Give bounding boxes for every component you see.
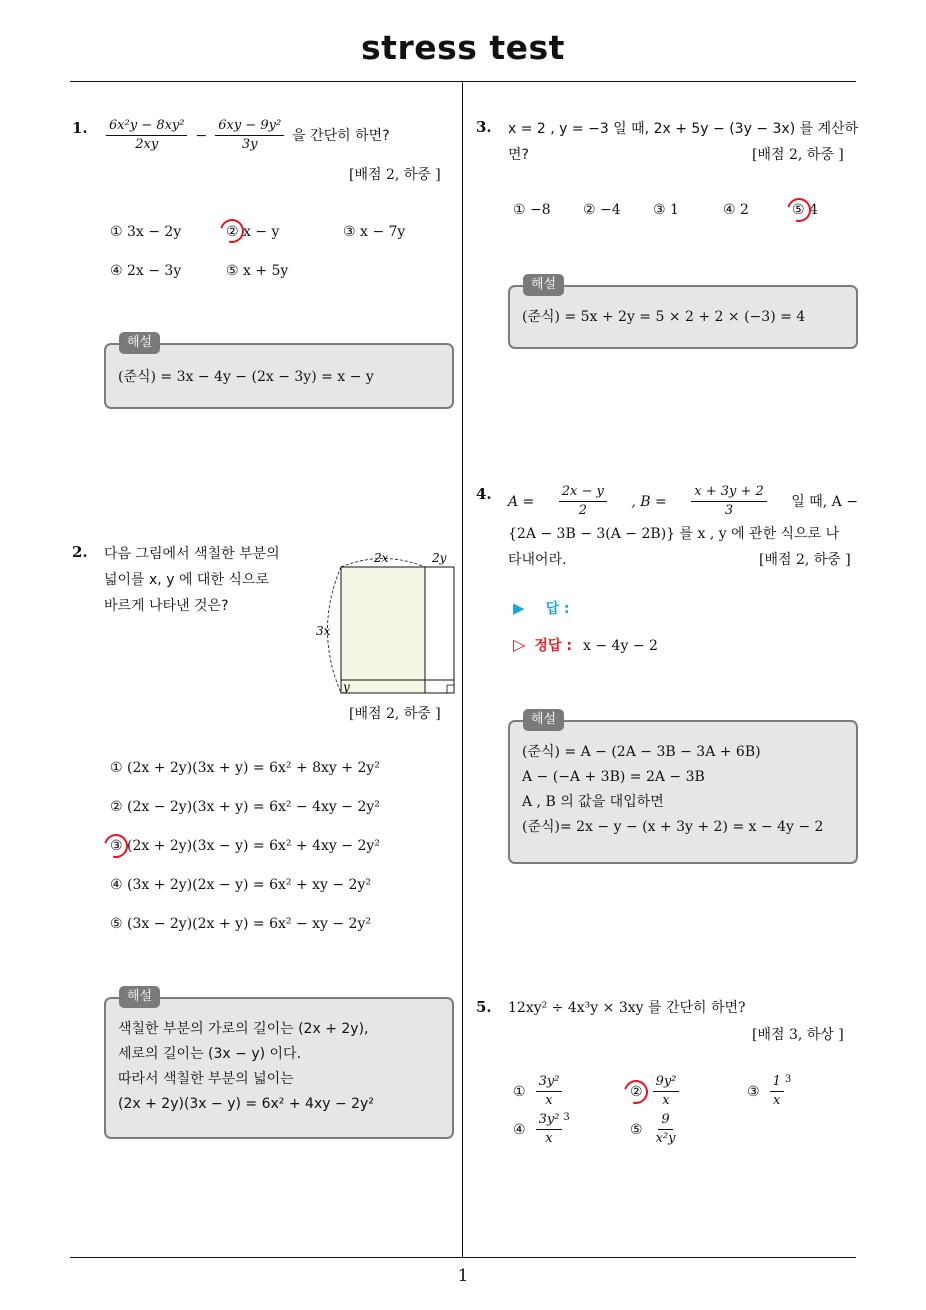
choice-1[interactable]: ① (2x + 2y)(3x + y) = 6x² + 8xy + 2y² [110,760,380,776]
choice-4[interactable]: ④ $\frac{\text{3y²}}{x}$ 3 [513,1112,570,1146]
fraction: $\frac{\text{6xy − 9y²}}{3y}$ [215,118,284,153]
solution-tag: 해설 [523,709,564,731]
column-divider [462,82,463,1258]
correct-answer-label: 정답 : [534,638,572,654]
solution-tag: 해설 [523,274,564,296]
fraction: $\frac{\text{6x²y − 8xy²}}{2xy}$ [106,118,187,153]
question-stem-line3: 타내어라. [508,552,567,568]
score-label: [배점 2, 하중 ] [349,706,441,722]
question-stem: x = 2 , y = −3 일 때, 2x + 5y − (3y − 3x) 를 계산하 면? [508,121,859,163]
question-stem: 12xy² ÷ 4x³y × 3xy 를 간단히 하면? [508,1000,746,1016]
label-inner: y [343,680,350,694]
choice-4[interactable]: ④ (3x + 2y)(2x − y) = 6x² + xy − 2y² [110,877,371,893]
choice-1[interactable]: ① −8 [513,202,551,218]
question-number: 3. [476,118,492,136]
label-top-right: 2y [432,551,447,565]
correct-answer-value: x − 4y − 2 [583,638,658,654]
answer-row [513,598,570,618]
choice-3[interactable]: ③ (2x + 2y)(3x − y) = 6x² + 4xy − 2y² [110,838,380,854]
choice-5[interactable]: ⑤ $\frac{9}{\text{x²y}}$ [630,1112,676,1146]
answer-label: 답 : [545,601,570,617]
footer-rule [70,1257,856,1258]
choice-2[interactable]: ② −4 [583,202,621,218]
choice-3[interactable]: ③ $\frac{1}{x}$ 3 [747,1074,792,1108]
question-stem: 다음 그림에서 색칠한 부분의 넓이를 x, y 에 대한 식으로 바르게 나타낸 것은? [104,546,280,614]
header-rule [70,81,856,82]
rectangle-figure [312,545,462,700]
solution-box [508,720,858,864]
answer-mark-icon [100,830,133,863]
choice-2[interactable]: ② x − y [226,224,280,240]
solution-tag: 해설 [119,986,160,1008]
question-stem-line2: {2A − 3B − 3(A − 2B)} 를 x , y 에 관한 식으로 나 [508,526,840,542]
choice-2[interactable]: ② (2x − 2y)(3x + y) = 6x² − 4xy − 2y² [110,799,380,815]
choice-2[interactable]: ② $\frac{\text{9y²}}{x}$ [630,1074,681,1109]
choice-4[interactable]: ④ 2 [723,202,749,218]
solution-box [104,997,454,1139]
choice-5[interactable]: ⑤ x + 5y [226,263,289,279]
solution-line: (준식) = 3x − 4y − (2x − 3y) = x − y [118,369,374,385]
choice-4[interactable]: ④ 2x − 3y [110,263,182,279]
question-number: 2. [72,543,88,561]
question-number: 4. [476,485,492,503]
answer-mark-icon [783,194,816,227]
solution-text: 색칠한 부분의 가로의 길이는 (2x + 2y), 세로의 길이는 (3x − y) 이다. 따라서 색칠한 부분의 넓이는 (2x + 2y)(3x − y) = 6x² + 4xy − 2y² [118,1021,374,1112]
solution-line: (준식) = 5x + 2y = 5 × 2 + 2 × (−3) = 4 [522,309,806,325]
choice-5[interactable]: ⑤ 4 [792,202,818,218]
question-number: 1. [72,119,88,137]
choice-5[interactable]: ⑤ (3x − 2y)(2x + y) = 6x² − xy − 2y² [110,916,371,932]
choice-1[interactable]: ① $\frac{\text{3y²}}{x}$ [513,1074,564,1109]
question-number: 5. [476,998,492,1016]
answer-mark-icon [216,215,249,248]
fraction: $\frac{2x - y}{2}$ [559,484,607,519]
fraction: $\frac{x + 3y + 2}{3}$ [691,484,767,519]
correct-answer-row [513,634,658,658]
choice-3[interactable]: ③ 1 [653,202,679,218]
question-stem: $\frac{\text{6x²y − 8xy²}}{2xy}$ − $\frac{\text{6xy − 9y²}}{3y}$ 을 간단히 하면? [104,118,390,153]
solution-tag: 해설 [119,332,160,354]
question-stem-line1: A = $\frac{2x - y}{2}$ , B = $\frac{x + 3y + 2}{3}$ 일 때, A − [508,484,858,518]
score-label: [배점 2, 하중 ] [752,147,844,163]
score-label: [배점 3, 하상 ] [752,1027,844,1043]
label-left: 3x [316,624,331,638]
label-top-left: 2x [374,551,389,565]
choice-1[interactable]: ① 3x − 2y [110,224,182,240]
answer-arrow-icon: ▶ [513,599,525,617]
shaded-region [341,567,425,693]
score-label: [배점 2, 하중 ] [349,167,441,183]
page-number: 1 [457,1266,469,1286]
solution-text: (준식) = A − (2A − 3B − 3A + 6B) A − (−A + 3B) = 2A − 3B A , B 의 값을 대입하면 (준식)= 2x − y − (x + 3y + 2) = x − 4y − 2 [522,744,824,835]
choice-3[interactable]: ③ x − 7y [343,224,406,240]
page-title: stress test [361,28,565,67]
correct-arrow-icon: ▷ [513,635,526,654]
score-label: [배점 2, 하중 ] [759,552,851,568]
